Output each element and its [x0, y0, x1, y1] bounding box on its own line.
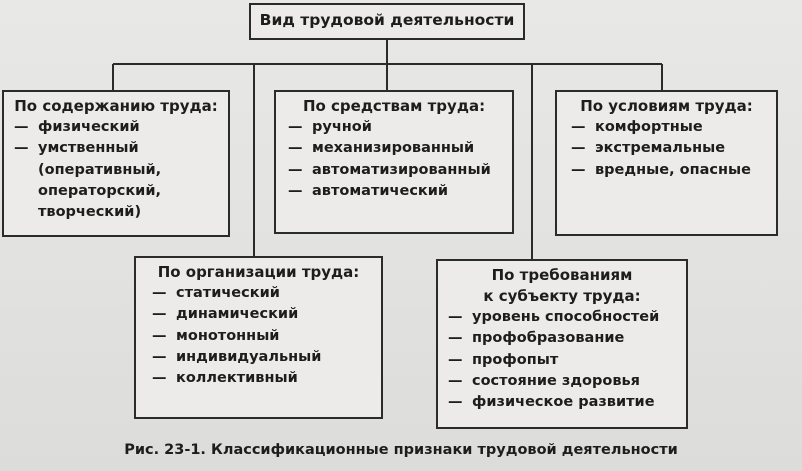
means-box-title: По средствам труда: [302, 97, 486, 115]
list-item: — монотонный [150, 326, 373, 347]
list-item: — уровень способностей [446, 307, 678, 328]
figure-caption: Рис. 23-1. Классификационные признаки трудовой деятельности [124, 442, 678, 458]
list-item: — профопыт [446, 350, 678, 371]
list-item: — автоматизированный [286, 160, 504, 181]
requirements-box-title-line1: По требованиям [491, 266, 633, 284]
list-item: — физическое развитие [446, 392, 678, 413]
content-items [12, 117, 220, 223]
list-item: — состояние здоровья [446, 371, 678, 392]
list-item: — экстремальные [569, 138, 768, 159]
content-box-title: По содержанию труда: [14, 97, 218, 115]
conditions-box-title: По условиям труда: [580, 97, 753, 115]
organization-box [134, 256, 383, 419]
list-item: — автоматический [286, 181, 504, 202]
list-item: — динамический [150, 304, 373, 325]
means-items [284, 117, 504, 202]
list-item: — комфортные [569, 117, 768, 138]
conditions-items [565, 117, 768, 181]
list-item: — ручной [286, 117, 504, 138]
list-item: — статический [150, 283, 373, 304]
root-title: Вид трудовой деятельности [259, 11, 515, 29]
list-item: — физический [12, 117, 220, 138]
requirements-box-title-line2: к субъекту труда: [483, 287, 641, 305]
means-box [274, 90, 514, 234]
list-item: — профобразование [446, 328, 678, 349]
list-item: — умственный [12, 138, 220, 159]
conditions-box [555, 90, 778, 236]
list-item: — вредные, опасные [569, 160, 768, 181]
organization-items [144, 283, 373, 389]
root-box [249, 3, 525, 40]
list-item: — механизированный [286, 138, 504, 159]
list-item: операторский, [38, 182, 161, 199]
list-item: творческий) [38, 204, 142, 221]
list-item: — индивидуальный [150, 347, 373, 368]
list-item: (оперативный, [38, 161, 162, 178]
requirements-box [436, 259, 688, 429]
list-item: — коллективный [150, 368, 373, 389]
requirements-items [446, 307, 678, 413]
content-box [2, 90, 230, 237]
organization-box-title: По организации труда: [157, 263, 360, 281]
